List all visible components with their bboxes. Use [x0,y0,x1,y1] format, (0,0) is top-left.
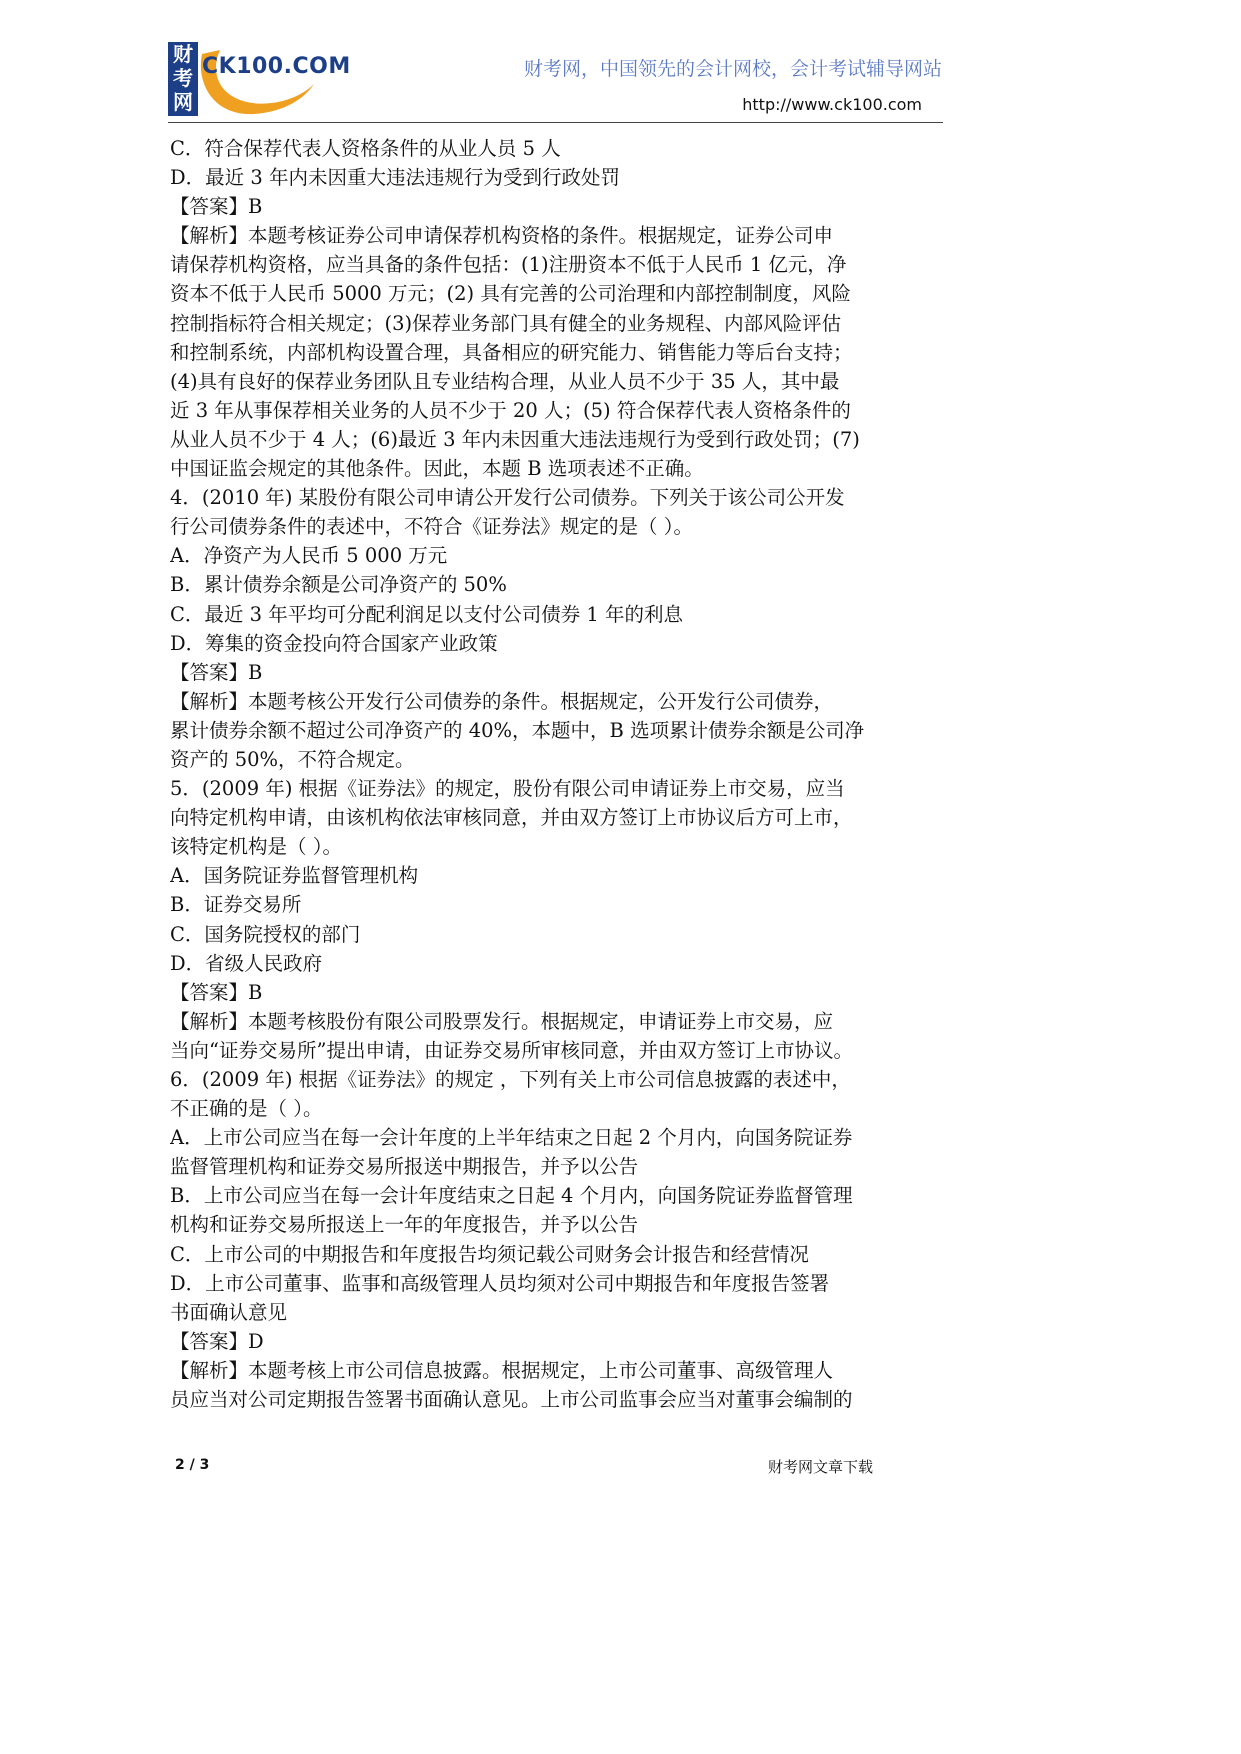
header-url-link[interactable]: http://www.ck100.com [742,95,922,114]
text-line: 不正确的是（ ）。 [170,1097,323,1121]
text-line: 4．(2010 年) 某股份有限公司申请公开发行公司债券。下列关于该公司公开发 [170,486,845,510]
text-line: 监督管理机构和证券交易所报送中期报告，并予以公告 [170,1155,639,1179]
text-line: 当向“证券交易所”提出申请，由证券交易所审核同意，并由双方签订上市协议。 [170,1038,853,1062]
text-line: 5．(2009 年) 根据《证券法》的规定，股份有限公司申请证券上市交易，应当 [170,777,845,801]
text-line: C．最近 3 年平均可分配利润足以支付公司债券 1 年的利息 [170,602,684,626]
text-line: C．国务院授权的部门 [170,922,361,946]
text-line: 【答案】B [170,660,263,684]
logo-char-1: 财 [173,42,193,66]
text-line: 【解析】本题考核证券公司申请保荐机构资格的条件。根据规定，证券公司申 [170,224,834,248]
text-line: C．符合保荐代表人资格条件的从业人员 5 人 [170,137,561,160]
text-line: D．最近 3 年内未因重大违法违规行为受到行政处罚 [170,166,620,190]
text-line: 资本不低于人民币 5000 万元；(2) 具有完善的公司治理和内部控制制度，风险 [170,282,851,306]
text-line: A．净资产为人民币 5 000 万元 [170,544,448,568]
text-line: 【解析】本题考核上市公司信息披露。根据规定，上市公司董事、高级管理人 [170,1358,834,1382]
logo-wordmark: CK100.COM [202,54,351,79]
text-line: 近 3 年从事保荐相关业务的人员不少于 20 人；(5) 符合保荐代表人资格条件的 [170,398,851,422]
text-line: 该特定机构是（ ）。 [170,835,342,859]
text-line: 【答案】B [170,980,263,1004]
text-line: 机构和证券交易所报送上一年的年度报告，并予以公告 [170,1213,639,1237]
text-line: 【答案】B [170,195,263,219]
text-line: 和控制系统，内部机构设置合理，具备相应的研究能力、销售能力等后台支持； [170,340,853,364]
document-body [170,134,944,1414]
text-line: 书面确认意见 [170,1300,288,1324]
text-line: 6．(2009 年) 根据《证券法》的规定 ，下列有关上市公司信息披露的表述中， [170,1068,851,1091]
text-line: 员应当对公司定期报告签署书面确认意见。上市公司监事会应当对董事会编制的 [170,1388,853,1412]
text-line: 中国证监会规定的其他条件。因此，本题 B 选项表述不正确。 [170,457,704,481]
header-divider [168,122,943,123]
text-line: 【解析】本题考核股份有限公司股票发行。根据规定，申请证券上市交易，应 [170,1009,834,1033]
text-line: 请保荐机构资格，应当具备的条件包括：(1)注册资本不低于人民币 1 亿元，净 [170,253,847,277]
text-line: 控制指标符合相关规定；(3)保荐业务部门具有健全的业务规程、内部风险评估 [170,311,842,335]
text-line: B．累计债券余额是公司净资产的 50% [170,573,507,597]
text-line: B．上市公司应当在每一会计年度结束之日起 4 个月内，向国务院证券监督管理 [170,1184,853,1208]
text-line: 累计债券余额不超过公司净资产的 40%，本题中，B 选项累计债券余额是公司净 [170,718,865,742]
text-line: B．证券交易所 [170,893,302,917]
text-line: 资产的 50%，不符合规定。 [170,747,415,771]
text-line: A．国务院证券监督管理机构 [170,864,419,888]
text-line: 【答案】D [170,1329,264,1353]
page-number: 2 / 3 [175,1457,210,1473]
site-logo[interactable] [168,42,351,118]
text-line: 【解析】本题考核公开发行公司债券的条件。根据规定，公开发行公司债券， [170,689,834,713]
text-line: C．上市公司的中期报告和年度报告均须记载公司财务会计报告和经营情况 [170,1242,809,1266]
text-line: D．筹集的资金投向符合国家产业政策 [170,631,498,655]
text-line: 向特定机构申请，由该机构依法审核同意，并由双方签订上市协议后方可上市， [170,806,853,830]
header-slogan: 财考网，中国领先的会计网校，会计考试辅导网站 [523,58,942,80]
text-line: (4)具有良好的保荐业务团队且专业结构合理，从业人员不少于 35 人，其中最 [170,369,840,393]
logo-char-2: 考 [173,66,193,90]
footer-source: 财考网文章下载 [768,1458,874,1476]
text-line: 行公司债券条件的表述中，不符合《证券法》规定的是（ ）。 [170,515,693,539]
text-line: D．上市公司董事、监事和高级管理人员均须对公司中期报告和年度报告签署 [170,1271,830,1295]
text-line: A．上市公司应当在每一会计年度的上半年结束之日起 2 个月内，向国务院证券 [170,1126,853,1150]
text-line: D．省级人民政府 [170,951,323,975]
text-line: 从业人员不少于 4 人；(6)最近 3 年内未因重大违法违规行为受到行政处罚；(7) [170,427,860,451]
logo-char-3: 网 [173,90,193,114]
